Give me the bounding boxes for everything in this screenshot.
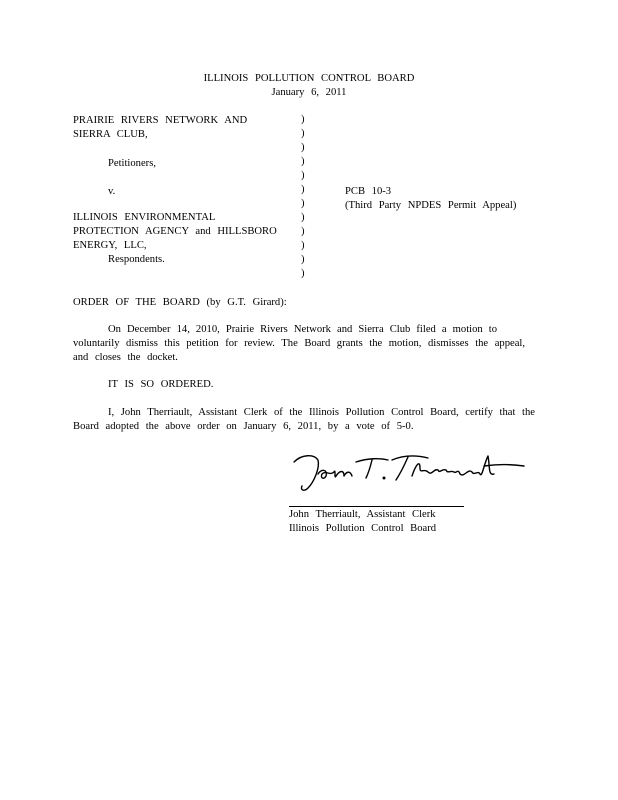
signatory-organization: Illinois Pollution Control Board [289,523,437,534]
petitioner-line-1: PRAIRIE RIVERS NETWORK AND [73,115,248,126]
board-title: ILLINOIS POLLUTION CONTROL BOARD [203,73,415,84]
signature-line [289,506,464,507]
case-number: PCB 10-3 [345,186,392,197]
case-type: (Third Party NPDES Permit Appeal) [345,200,517,211]
respondent-line-1: ILLINOIS ENVIRONMENTAL [73,212,216,223]
petitioners-label: Petitioners, [108,158,156,169]
order-heading: ORDER OF THE BOARD (by G.T. Girard): [73,297,287,308]
respondent-line-2: PROTECTION AGENCY and HILLSBORO [73,226,277,237]
caption-paren: ) [301,268,305,279]
caption-paren: ) [301,240,305,251]
caption-paren: ) [301,254,305,265]
order-paragraph-line-2: voluntarily dismiss this petition for review. The Board grants the motion, dismisses the appeal, [73,338,525,349]
certification-line-2: Board adopted the above order on January 6, 2011, by a vote of 5-0. [73,421,414,432]
so-ordered: IT IS SO ORDERED. [108,379,214,390]
caption-paren: ) [301,156,305,167]
handwritten-signature [288,446,528,496]
caption-paren: ) [301,184,305,195]
caption-paren: ) [301,226,305,237]
caption-paren: ) [301,114,305,125]
order-paragraph-line-3: and closes the docket. [73,352,178,363]
caption-paren: ) [301,128,305,139]
order-date: January 6, 2011 [271,87,347,98]
caption-paren: ) [301,142,305,153]
respondents-label: Respondents. [108,254,165,265]
caption-paren: ) [301,212,305,223]
petitioner-line-2: SIERRA CLUB, [73,129,148,140]
certification-line-1: I, John Therriault, Assistant Clerk of the Illinois Pollution Control Board, certify that the [108,407,535,418]
caption-paren: ) [301,170,305,181]
caption-paren: ) [301,198,305,209]
respondent-line-3: ENERGY, LLC, [73,240,147,251]
order-paragraph-line-1: On December 14, 2010, Prairie Rivers Network and Sierra Club filed a motion to [108,324,497,335]
caption-divider [301,113,311,281]
versus: v. [108,186,116,197]
signatory-name-title: John Therriault, Assistant Clerk [289,509,436,520]
